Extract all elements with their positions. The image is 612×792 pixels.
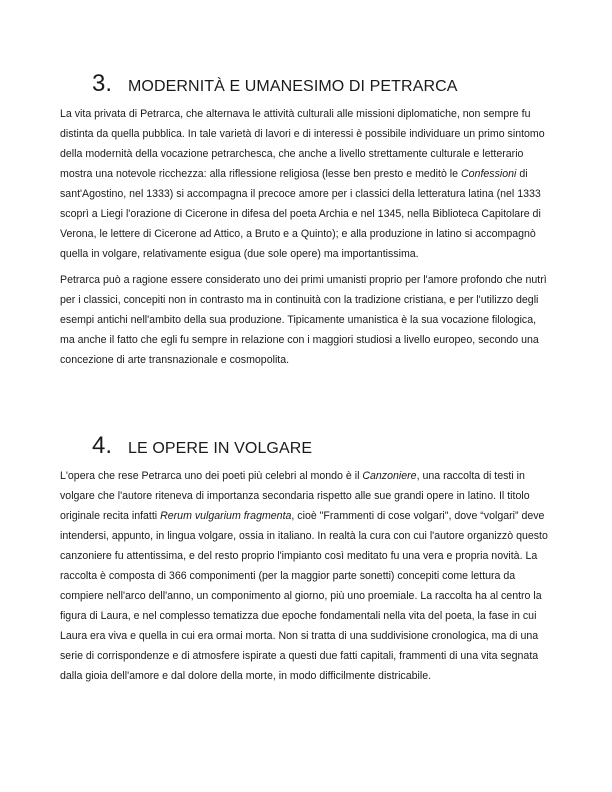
italic-title: Rerum vulgarium fragmenta — [160, 510, 292, 522]
section-4-number: 4. — [92, 432, 113, 459]
section-4-paragraph-1 — [60, 466, 552, 686]
text-run: , una raccolta di testi in volgare che l'autore riteneva di importanza secondaria rispetto alle sue grandi opere in latino. Il titolo originale recita infatti — [60, 470, 530, 522]
section-3-heading — [60, 70, 552, 98]
italic-title: Canzoniere — [362, 470, 417, 482]
text-run: , cioè "Frammenti di cose volgari", dove “volgari” deve intendersi, appunto, in lingua volgare, ossia in italiano. In realtà la cura con cui l'autore organizzò questo canzoniere fu attentissima, e del resto proprio l'impianto così meditato fu una vera e propria novità. La raccolta è composta di 366 componimenti (per la maggior parte sonetti) concepiti come lettura da compiere nell'arco dell'anno, un componimento al giorno, più uno proemiale. La raccolta ha al centro la figura di Laura, e nel complesso tematizza due epoche fondamentali nella vita del poeta, la fase in cui Laura era viva e quella in cui era ormai morta. Non si tratta di una suddivisione cronologica, ma di una serie di corrispondenze e di atmosfere ispirate a questi due fatti capitali, frammenti di una vita segnata dalla gioia dell'amore e dal dolore della morte, in modo difficilmente districabile. — [60, 510, 548, 682]
section-4-heading — [60, 432, 552, 460]
section-3-paragraph-1 — [60, 104, 552, 264]
section-3-title: MODERNITÀ E UMANESIMO DI PETRARCA — [128, 78, 458, 95]
section-3-paragraph-2: Petrarca può a ragione essere considerato uno dei primi umanisti proprio per l'amore profondo che nutrì per i classici, concepiti non in contrasto ma in continuità con la tradizione cristiana, e per l'utilizzo degli esempi antichi nell'ambito della sua produzione. Tipicamente umanistica è la sua vocazione filologica, ma anche il fatto che egli fu sempre in relazione con i maggiori studiosi a livello europeo, secondo una concezione di arte transnazionale e cosmopolita. — [60, 274, 547, 366]
text-run: di sant'Agostino, nel 1333) si accompagna il precoce amore per i classici della letteratura latina (nel 1333 scoprì a Liegi l'orazione di Cicerone in difesa del poeta Archia e nel 1345, nella Biblioteca Capitolare di Verona, le lettere di Cicerone ad Attico, a Bruto e a Quinto); e alla produzione in latino si accompagnò quella in volgare, relativamente esigua (due sole opere) ma importantissima. — [60, 168, 541, 260]
text-run: La vita privata di Petrarca, che alternava le attività culturali alle missioni diplomatiche, non sempre fu distinta da quella pubblica. In tale varietà di lavori e di interessi è possibile individuare un primo sintomo della modernità della vocazione petrarchesca, che anche a livello strettamente culturale e letterario mostra una notevole ricchezza: alla riflessione religiosa (lesse ben presto e meditò le — [60, 108, 545, 180]
text-run: L'opera che rese Petrarca uno dei poeti più celebri al mondo è il — [60, 470, 363, 482]
section-3-number: 3. — [92, 70, 113, 97]
section-3 — [60, 70, 552, 370]
italic-title: Confessioni — [461, 168, 517, 180]
section-4 — [60, 432, 552, 686]
section-4-title: LE OPERE IN VOLGARE — [128, 440, 313, 457]
